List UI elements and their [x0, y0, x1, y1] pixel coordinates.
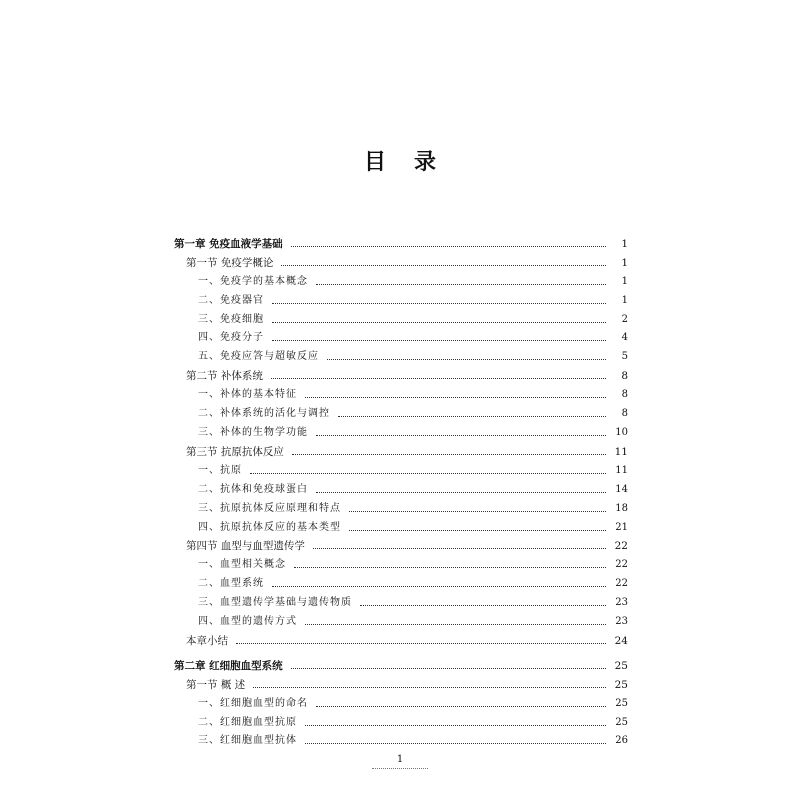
toc-leader-dots	[236, 643, 606, 644]
toc-leader-dots	[313, 548, 606, 549]
toc-section-row	[174, 363, 628, 382]
toc-leader-dots	[291, 668, 606, 669]
toc-subsection-row	[174, 609, 628, 628]
toc-entry-label: 第四节 血型与血型遗传学	[186, 540, 305, 553]
toc-leader-dots	[316, 492, 606, 493]
toc-subsection-row	[174, 420, 628, 439]
toc-subsection-row	[174, 477, 628, 496]
toc-entry-page-number: 1	[621, 294, 628, 306]
toc-subsection-row	[174, 552, 628, 571]
toc-subsection-row	[174, 288, 628, 307]
toc-subsection-row	[174, 344, 628, 363]
toc-entry-page-number: 25	[615, 716, 628, 728]
toc-entry-label: 一、红细胞血型的命名	[198, 697, 308, 709]
toc-entry-label: 三、抗原抗体反应原理和特点	[198, 502, 341, 514]
toc-entry-label: 四、抗原抗体反应的基本类型	[198, 521, 341, 533]
toc-leader-dots	[305, 624, 606, 625]
toc-entry-page-number: 25	[614, 659, 628, 672]
toc-leader-dots	[272, 340, 606, 341]
toc-leader-dots	[272, 303, 606, 304]
toc-subsection-row	[174, 269, 628, 288]
toc-entry-page-number: 24	[614, 634, 628, 647]
toc-entry-label: 一、免疫学的基本概念	[198, 275, 308, 287]
toc-entry-label: 二、血型系统	[198, 578, 264, 590]
toc-entry-page-number: 25	[614, 678, 628, 691]
toc-entry-page-number: 22	[614, 540, 628, 553]
toc-entry-label: 三、血型遗传学基础与遗传物质	[198, 597, 352, 609]
toc-entry-label: 第一章 免疫血液学基础	[174, 237, 283, 250]
toc-section-row	[174, 628, 628, 647]
toc-leader-dots	[316, 284, 606, 285]
toc-entry-page-number: 22	[615, 578, 628, 590]
toc-subsection-row	[174, 571, 628, 590]
toc-section-row	[174, 439, 628, 458]
toc-entry-label: 本章小结	[186, 634, 228, 647]
toc-subsection-row	[174, 496, 628, 515]
toc-entry-page-number: 11	[614, 445, 628, 458]
toc-leader-dots	[253, 687, 606, 688]
toc-leader-dots	[250, 473, 606, 474]
toc-entry-page-number: 8	[621, 408, 628, 420]
toc-subsection-row	[174, 458, 628, 477]
toc-entry-label: 四、血型的遗传方式	[198, 616, 297, 628]
toc-subsection-row	[174, 382, 628, 401]
toc-leader-dots	[338, 416, 606, 417]
toc-entry-page-number: 4	[621, 332, 628, 344]
toc-subsection-row	[174, 729, 628, 748]
toc-entry-label: 一、血型相关概念	[198, 559, 286, 571]
toc-entry-label: 三、免疫细胞	[198, 313, 264, 325]
toc-subsection-row	[174, 326, 628, 345]
toc-entry-label: 三、补体的生物学功能	[198, 426, 308, 438]
toc-chapter-row	[174, 653, 628, 672]
toc-entry-page-number: 10	[615, 426, 628, 438]
toc-subsection-row	[174, 710, 628, 729]
toc-leader-dots	[327, 359, 606, 360]
table-of-contents	[174, 231, 628, 747]
toc-entry-label: 二、红细胞血型抗原	[198, 716, 297, 728]
toc-leader-dots	[294, 567, 606, 568]
toc-subsection-row	[174, 590, 628, 609]
toc-entry-page-number: 25	[615, 697, 628, 709]
toc-entry-page-number: 21	[615, 521, 628, 533]
toc-entry-label: 二、抗体和免疫球蛋白	[198, 483, 308, 495]
toc-entry-page-number: 1	[621, 275, 628, 287]
toc-entry-page-number: 2	[621, 313, 628, 325]
toc-entry-page-number: 23	[615, 616, 628, 628]
toc-entry-label: 三、红细胞血型抗体	[198, 735, 297, 747]
toc-leader-dots	[305, 397, 606, 398]
toc-leader-dots	[291, 246, 606, 247]
toc-entry-page-number: 23	[615, 597, 628, 609]
toc-entry-label: 四、免疫分子	[198, 332, 264, 344]
toc-leader-dots	[281, 265, 606, 266]
toc-entry-label: 第一节 免疫学概论	[186, 256, 274, 269]
toc-entry-label: 二、免疫器官	[198, 294, 264, 306]
toc-leader-dots	[349, 530, 606, 531]
page-title: 目录	[363, 149, 464, 175]
toc-section-row	[174, 534, 628, 553]
toc-subsection-row	[174, 307, 628, 326]
toc-entry-label: 五、免疫应答与超敏反应	[198, 351, 319, 363]
toc-entry-label: 第二节 补体系统	[186, 370, 263, 383]
toc-chapter-row	[174, 231, 628, 250]
toc-leader-dots	[360, 605, 606, 606]
toc-entry-label: 第三节 抗原抗体反应	[186, 445, 284, 458]
toc-entry-page-number: 1	[621, 256, 628, 269]
toc-entry-page-number: 8	[621, 370, 628, 383]
page-number-rule	[372, 768, 428, 769]
toc-section-row	[174, 672, 628, 691]
toc-entry-page-number: 14	[615, 483, 628, 495]
toc-entry-label: 一、抗原	[198, 464, 242, 476]
toc-leader-dots	[292, 454, 606, 455]
toc-entry-label: 第一节 概 述	[186, 678, 246, 691]
toc-entry-page-number: 26	[615, 735, 628, 747]
toc-subsection-row	[174, 515, 628, 534]
toc-leader-dots	[305, 725, 606, 726]
toc-leader-dots	[316, 435, 606, 436]
toc-entry-page-number: 1	[621, 237, 628, 250]
toc-subsection-row	[174, 401, 628, 420]
toc-entry-page-number: 22	[615, 559, 628, 571]
toc-leader-dots	[305, 743, 606, 744]
toc-entry-label: 第二章 红细胞血型系统	[174, 659, 283, 672]
toc-leader-dots	[272, 322, 606, 323]
toc-subsection-row	[174, 691, 628, 710]
toc-entry-page-number: 11	[615, 464, 628, 476]
toc-leader-dots	[272, 586, 606, 587]
toc-entry-label: 一、补体的基本特征	[198, 389, 297, 401]
page-number: 1	[396, 754, 404, 765]
toc-entry-label: 二、补体系统的活化与调控	[198, 408, 330, 420]
toc-leader-dots	[349, 511, 606, 512]
toc-leader-dots	[271, 378, 606, 379]
toc-section-row	[174, 250, 628, 269]
toc-entry-page-number: 5	[621, 351, 628, 363]
toc-entry-page-number: 18	[615, 502, 628, 514]
toc-leader-dots	[316, 706, 606, 707]
toc-entry-page-number: 8	[621, 389, 628, 401]
